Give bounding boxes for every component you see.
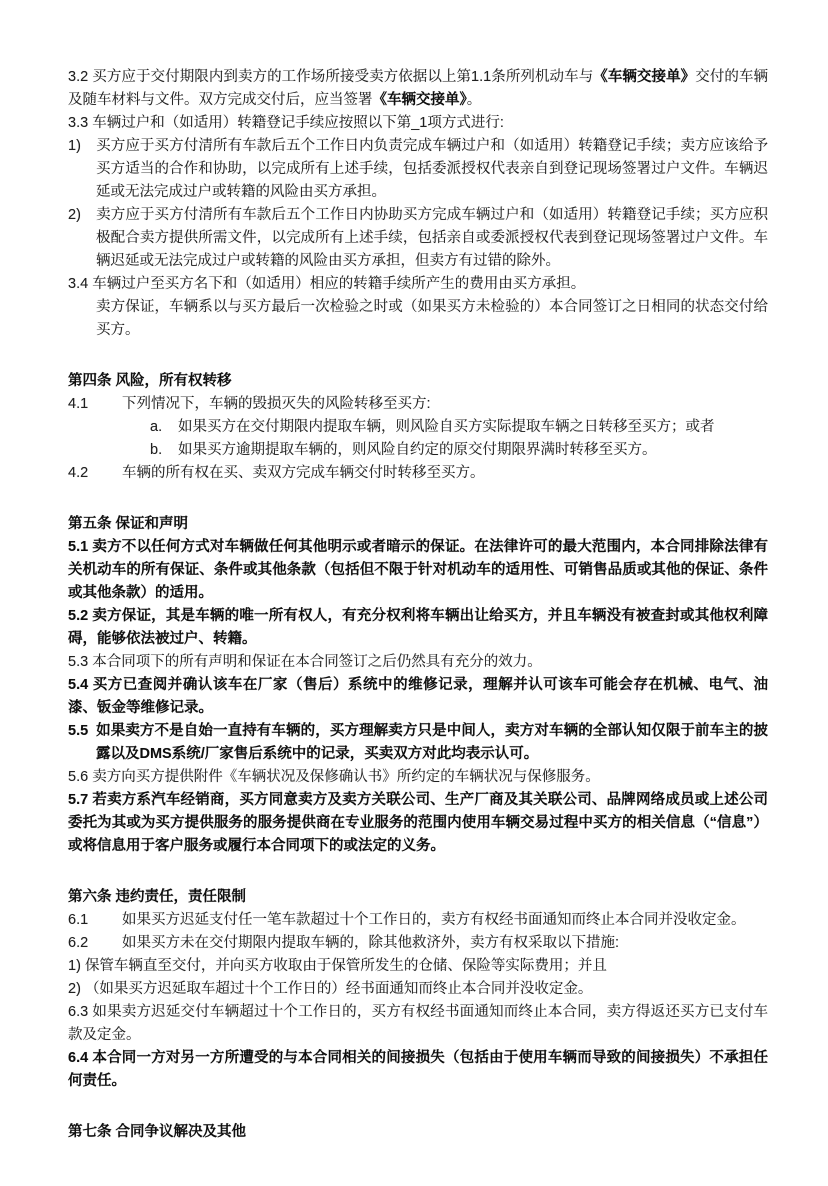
risk-item-b-number: b. bbox=[150, 442, 163, 458]
clause-6-4-text: 本合同一方对另一方所遭受的与本合同相关的间接损失（包括由于使用车辆而导致的间接损失）不承担任何责任。 bbox=[68, 1050, 769, 1089]
clause-3-2-text-4: 。 bbox=[466, 92, 482, 108]
heading-article-6 bbox=[68, 886, 768, 909]
remedy-item-1 bbox=[68, 955, 768, 978]
clause-5-1-number: 5.1 bbox=[68, 539, 89, 555]
clause-5-5-text: 如果卖方不是自始一直持有车辆的，买方理解卖方只是中间人，卖方对车辆的全部认知仅限于前车主的披露以及DMS系统/厂家售后系统中的记录，买卖双方对此均表示认可。 bbox=[96, 723, 768, 762]
transfer-option-1 bbox=[68, 135, 768, 204]
clause-3-2-text-1: 《车辆交接单》 bbox=[593, 69, 696, 85]
clause-5-4-text: 买方已查阅并确认该车在厂家（售后）系统中的维修记录，理解并认可该车可能会存在机械、电气、油漆、钣金等维修记录。 bbox=[68, 677, 768, 716]
clause-5-5 bbox=[68, 720, 768, 766]
clause-6-4-number: 6.4 bbox=[68, 1050, 89, 1066]
clause-3-4 bbox=[68, 273, 768, 296]
clause-3-3 bbox=[68, 112, 768, 135]
clause-6-3-number: 6.3 bbox=[68, 1004, 89, 1020]
clause-3-4-text: 车辆过户至买方名下和（如适用）相应的转籍手续所产生的费用由买方承担。 bbox=[92, 276, 586, 292]
clause-5-1-text: 卖方不以任何方式对车辆做任何其他明示或者暗示的保证。在法律许可的最大范围内，本合同排除法律有关机动车的所有保证、条件或其他条款（包括但不限于针对机动车的适用性、可销售品质或其他的保证、条件或其他条款）的适用。 bbox=[68, 539, 769, 601]
transfer-option-2 bbox=[68, 204, 768, 273]
clause-3-2-text-2: 交付的车辆及随车材料与文件。双方完成交付后，应当签署 bbox=[68, 69, 769, 108]
clause-4-2 bbox=[68, 462, 768, 485]
transfer-option-1-number: 1) bbox=[68, 138, 81, 154]
remedy-item-2-text: （如果买方迟延取车超过十个工作日的）经书面通知而终止本合同并没收定金。 bbox=[84, 981, 593, 997]
risk-item-a bbox=[150, 416, 768, 439]
remedy-item-2-number: 2) bbox=[68, 981, 81, 997]
clause-3-3-text: 车辆过户和（如适用）转籍登记手续应按照以下第_1项方式进行: bbox=[92, 115, 504, 131]
clause-5-2-number: 5.2 bbox=[68, 608, 89, 624]
clause-4-1-text: 下列情况下，车辆的毁损灭失的风险转移至买方: bbox=[122, 396, 431, 412]
clause-3-2-text-3: 《车辆交接单》 bbox=[372, 92, 467, 108]
risk-item-b bbox=[150, 439, 768, 462]
clause-6-1-number: 6.1 bbox=[68, 912, 89, 928]
clause-5-5-number: 5.5 bbox=[68, 723, 89, 739]
clause-5-6-number: 5.6 bbox=[68, 769, 89, 785]
heading-article-4-text: 第四条 风险，所有权转移 bbox=[68, 373, 232, 389]
clause-4-1 bbox=[68, 393, 768, 416]
clause-3-2-number: 3.2 bbox=[68, 69, 89, 85]
clause-6-4 bbox=[68, 1047, 768, 1093]
clause-6-2-number: 6.2 bbox=[68, 935, 89, 951]
risk-item-a-text: 如果买方在交付期限内提取车辆，则风险自买方实际提取车辆之日转移至买方；或者 bbox=[178, 419, 715, 435]
heading-article-5-text: 第五条 保证和声明 bbox=[68, 516, 189, 532]
clause-6-1 bbox=[68, 909, 768, 932]
clause-4-2-text: 车辆的所有权在买、卖双方完成车辆交付时转移至买方。 bbox=[122, 465, 485, 481]
heading-article-7-text: 第七条 合同争议解决及其他 bbox=[68, 1124, 247, 1140]
heading-article-6-text: 第六条 违约责任，责任限制 bbox=[68, 889, 247, 905]
heading-article-5 bbox=[68, 513, 768, 536]
remedy-item-1-number: 1) bbox=[68, 958, 81, 974]
heading-article-4 bbox=[68, 370, 768, 393]
transfer-option-2-number: 2) bbox=[68, 207, 81, 223]
clause-5-2 bbox=[68, 605, 768, 651]
clause-5-6-text: 卖方向买方提供附件《车辆状况及保修确认书》所约定的车辆状况与保修服务。 bbox=[92, 769, 600, 785]
risk-item-b-text: 如果买方逾期提取车辆的，则风险自约定的原交付期限界满时转移至买方。 bbox=[178, 442, 657, 458]
clause-5-4-number: 5.4 bbox=[68, 677, 89, 693]
clause-5-4 bbox=[68, 674, 768, 720]
heading-article-7 bbox=[68, 1121, 768, 1144]
clause-3-4-note-text: 卖方保证，车辆系以与买方最后一次检验之时或（如果买方未检验的）本合同签订之日相同的状态交付给买方。 bbox=[96, 299, 768, 338]
clause-6-2 bbox=[68, 932, 768, 955]
clause-5-6 bbox=[68, 766, 768, 789]
clause-5-3-text: 本合同项下的所有声明和保证在本合同签订之后仍然具有充分的效力。 bbox=[92, 654, 542, 670]
clause-6-3 bbox=[68, 1001, 768, 1047]
remedy-item-1-text: 保管车辆直至交付，并向买方收取由于保管所发生的仓储、保险等实际费用；并且 bbox=[84, 958, 607, 974]
clause-3-4-note bbox=[96, 296, 768, 342]
clause-3-3-number: 3.3 bbox=[68, 115, 89, 131]
clause-6-3-text: 如果卖方迟延交付车辆超过十个工作日的，买方有权经书面通知而终止本合同，卖方得返还买方已支付车款及定金。 bbox=[68, 1004, 769, 1043]
clause-3-2-text-0: 买方应于交付期限内到卖方的工作场所接受卖方依据以上第1.1条所列机动车与 bbox=[92, 69, 594, 85]
clause-5-7-number: 5.7 bbox=[68, 792, 89, 808]
clause-5-7 bbox=[68, 789, 768, 858]
clause-6-2-text: 如果买方未在交付期限内提取车辆的，除其他救济外，卖方有权采取以下措施: bbox=[122, 935, 620, 951]
transfer-option-1-text: 买方应于买方付清所有车款后五个工作日内负责完成车辆过户和（如适用）转籍登记手续；卖方应该给予买方适当的合作和协助，以完成所有上述手续，包括委派授权代表亲自到登记现场签署过户文件。车辆迟延或无法完成过户或转籍的风险由买方承担。 bbox=[96, 138, 768, 200]
clause-5-3 bbox=[68, 651, 768, 674]
clause-4-1-number: 4.1 bbox=[68, 396, 89, 412]
clause-5-2-text: 卖方保证，其是车辆的唯一所有权人，有充分权利将车辆出让给买方，并且车辆没有被查封或其他权利障碍，能够依法被过户、转籍。 bbox=[68, 608, 769, 647]
clause-3-2 bbox=[68, 66, 768, 112]
clause-5-3-number: 5.3 bbox=[68, 654, 89, 670]
clause-6-1-text: 如果买方迟延支付任一笔车款超过十个工作日的，卖方有权经书面通知而终止本合同并没收定金。 bbox=[122, 912, 746, 928]
clause-3-4-number: 3.4 bbox=[68, 276, 89, 292]
remedy-item-2 bbox=[68, 978, 768, 1001]
transfer-option-2-text: 卖方应于买方付清所有车款后五个工作日内协助买方完成车辆过户和（如适用）转籍登记手续；买方应积极配合卖方提供所需文件，以完成所有上述手续，包括亲自或委派授权代表到登记现场签署过户文件。车辆迟延或无法完成过户或转籍的风险由买方承担，但卖方有过错的除外。 bbox=[96, 207, 768, 269]
clause-5-7-text: 若卖方系汽车经销商，买方同意卖方及卖方关联公司、生产厂商及其关联公司、品牌网络成员或上述公司委托为其或为买方提供服务的服务提供商在专业服务的范围内使用车辆交易过程中买方的相关信息（“信息”）或将信息用于客户服务或履行本合同项下的或法定的义务。 bbox=[68, 792, 769, 854]
clause-4-2-number: 4.2 bbox=[68, 465, 89, 481]
clause-5-1 bbox=[68, 536, 768, 605]
risk-item-a-number: a. bbox=[150, 419, 163, 435]
